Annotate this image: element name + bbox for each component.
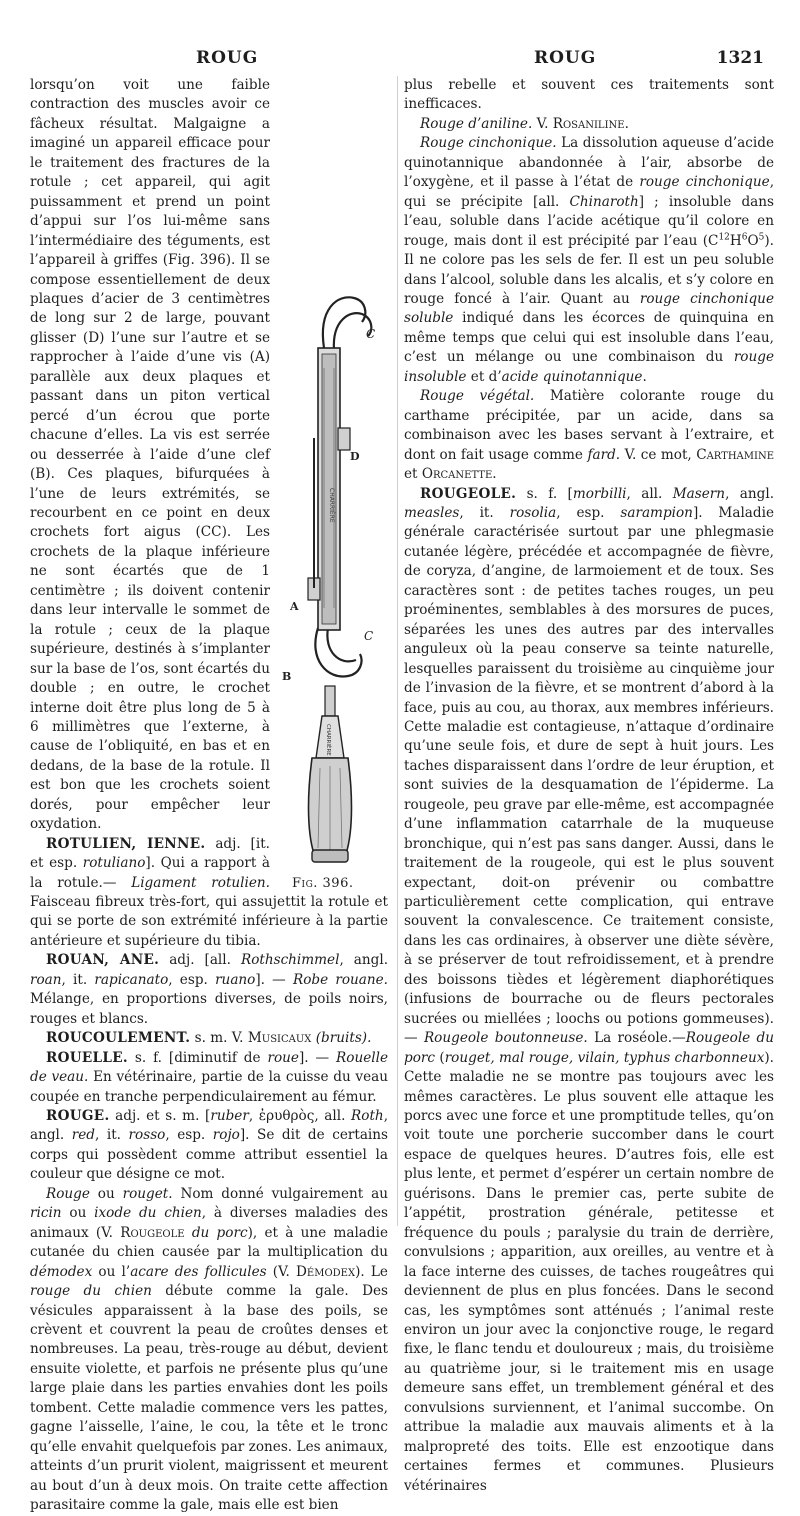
engraved-maker-mark-upper: CHARRIÈRE xyxy=(328,488,335,523)
headword-roucoulement: ROUCOULEMENT. xyxy=(46,1030,191,1047)
entry-rougeole: ROUGEOLE. s. f. [morbilli, all. Masern, angl. measles, it. rosolia, esp. sarampion]. Maladie générale caractérisée surtout par une phlegmasie cutanée légère, précédée et accompagnée de fièvre, de coryza, d’angine, de larmoiement et de toux. Ses caractères sont : de petites taches rouges, un peu proéminentes, semblables à des morsures de puces, séparées les unes des autres par des intervalles anguleux où la peau conserve sa teinte naturelle, lesquelles paraissent du troisième au cinquième jour de l’invasion de la fièvre, et se montrent d’abord à la face, puis au cou, au thorax, aux membres inférieurs. Cette maladie est contagieuse, n’attaque d’ordinaire qu’une seule fois, et dure de sept à huit jours. Les taches disparaissent dans l’ordre de leur éruption, et sont suivies de la desquamation de l’épiderme. La rougeole, peu grave par elle-même, est accompagnée d’une inflammation catarrhale de la muqueuse bronchique, qui n’est pas sans danger. Aussi, dans le traitement de la rougeole, qui est le plus souvent expectant, doit-on prévenir ou combattre particulièrement cette complication, qui entrave souvent la convalescence. Ce traitement consiste, dans les cas ordinaires, à observer une diète sévère, à se préserver de tout refroidissement, et à prendre des boissons tièdes et légèrement diaphorétiques (infusions de bourrache ou de fleurs pectorales sucrées ou miellées ; loochs ou potions gommeuses). — Rougeole boutonneuse. La roséole.—Rougeole du porc (rouget, mal rouge, vilain, typhus charbonneux). Cette maladie ne se montre pas toujours avec les mêmes caractères. Le plus souvent elle attaque les porcs avec une force et une promptitude telles, qu’on voit toute une porcherie succomber dans le court espace de quelques heures. D’autres fois, elle est plus lente, et permet d’espérer un certain nombre de guérisons. Dans le premier cas, perte subite de l’appétit, prostration générale, petitesse et fréquence du pouls ; paralysie du train de derrière, convulsions ; apparition, aux oreilles, au ventre et à la face interne des cuisses, de taches rougeâtres qui deviennent de plus en plus foncées. Dans le second cas, les symptômes sont atténués ; l’animal reste environ un jour avec la conjonctive rouge, le regard fixe, le flanc tendu et douloureux ; mais, du troisième au quatrième jour, si le traitement mis en usage demeure sans effet, un tremblement général et des convulsions surviennent, et l’animal succombe. On attribue la maladie aux mauvais aliments et à la malpropreté des toits. Elle est enzootique dans certaines fermes et communes. Plusieurs vétérinaires xyxy=(404,485,775,1494)
entry-rouge-aniline: Rouge d’aniline. V. Rosaniline. xyxy=(420,115,629,132)
column-divider xyxy=(397,76,398,1226)
headword-rouge: ROUGE. xyxy=(46,1108,110,1125)
running-head-right: ROUG xyxy=(534,48,597,68)
entry-rouge: ROUGE. adj. et s. m. [ruber, ἐρυθρὸς, all. Roth, angl. red, it. rosso, esp. rojo]. Se dit de certains corps qui possèdent comme attribut essentiel la couleur que désigne ce mot. xyxy=(30,1108,389,1183)
entry-rotulien: ROTULIEN, IENNE. adj. [it. et esp. rotuliano]. Qui a rapport à la rotule.— Ligament rotulien. Faisceau fibreux très-fort, qui assujettit la rotule et qui se porte de son extrémité inférieure à la partie antérieure et supérieure du tibia. xyxy=(30,835,388,949)
headword-rotulien: ROTULIEN, IENNE. xyxy=(46,835,206,852)
entry-rouge-cinchonique: Rouge cinchonique. La dissolution aqueuse d’acide quinotannique abandonnée à l’air, absorbe de l’oxygène, et il passe à l’état de rouge cinchonique, qui se précipite [all. Chinaroth] ; insoluble dans l’eau, soluble dans l’acide acétique qu’il colore en rouge, mais dont il est précipité par l’eau $(C^{12}H^6O^5)$. Il ne colore pas les sels de fer. Il est un peu soluble dans l’alcool, soluble dans les alcalis, et s’y colore en rouge foncé à l’air. Quant au rouge cinchonique soluble indiqué dans les écorces de quinquina en même temps que celui qui est insoluble dans l’eau, c’est un mélange ou une combinaison du rouge insoluble et d’acide quinotannique. xyxy=(404,135,775,385)
entry-rouan: ROUAN, ANE. adj. [all. Rothschimmel, angl. roan, it. rapicanato, esp. ruano]. — Robe rouane. Mélange, en proportions diverses, de poils noirs, rouges et blancs. xyxy=(30,952,389,1027)
headword-rouelle: ROUELLE. xyxy=(46,1049,128,1066)
label-c-lower: C xyxy=(364,629,374,643)
entry-rouge-maladie-continued: plus rebelle et souvent ces traitements sont inefficaces. xyxy=(404,77,774,113)
label-b: B xyxy=(282,670,292,683)
figure-caption: Fig. 396. xyxy=(292,876,354,891)
entry-roucoulement: ROUCOULEMENT. s. m. V. Musicaux (bruits). xyxy=(46,1030,372,1047)
figure-396 xyxy=(278,288,388,891)
entry-rotule-appareil-continued: lorsqu’on voit une faible contraction des muscles avoir ce fâcheux résultat. Malgaigne a imaginé un appareil efficace pour le traitement des fractures de la rotule ; cet appareil, qui agit puissamment et prend un point d’appui sur l’os lui-même sans l’intermédiaire des téguments, est l’appareil à griffes (Fig. 396). Il se compose essentiellement de deux plaques d’acier de 3 centimètres de long sur 2 de large, pouvant glisser (D) l’une sur l’autre et se rapprocher à l’aide d’une vis (A) parallèle aux deux plaques et passant dans un piton vertical percé d’un écrou que porte chacune d’elles. La vis est serrée ou desserrée à l’aide d’une clef (B). Ces plaques, bifurquées à l’une de leurs extrémités, se recourbent en ce point en deux crochets fort aigus (CC). Les crochets de la plaque inférieure ne sont écartés que de 1 centimètre ; ils doivent contenir dans leur intervalle le sommet de la rotule ; ceux de la plaque supérieure, destinés à s’implanter sur la base de l’os, sont écartés du double ; en outre, le crochet interne doit être plus long de 5 à 6 millimètres que l’externe, à cause de l’obliquité, en bas et en dedans, de la base de la rotule. Il est bon que les crochets soient dorés, pour empêcher leur oxydation. xyxy=(30,77,270,833)
label-a: A xyxy=(290,600,299,613)
label-d: D xyxy=(350,450,360,463)
headword-rouan: ROUAN, ANE. xyxy=(46,952,160,969)
label-c-upper: C xyxy=(366,327,376,341)
running-head-left: ROUG xyxy=(196,48,259,68)
entry-rouge-vegetal: Rouge végétal. Matière colorante rouge du carthame précipitée, par un acide, dans sa combinaison avec les bases servant à l’extraire, et dont on fait usage comme fard. V. ce mot, Carthamine et Orcanette. xyxy=(404,388,775,483)
right-column xyxy=(404,76,774,1496)
entry-rouelle: ROUELLE. s. f. [diminutif de roue]. — Rouelle de veau. En vétérinaire, partie de la cuisse du veau coupée en tranche perpendiculairement au fémur. xyxy=(30,1049,389,1105)
entry-rouge-maladie: Rouge ou rouget. Nom donné vulgairement au ricin ou ixode du chien, à diverses maladies des animaux (V. Rougeole du porc), et à une maladie cutanée du chien causée par la multiplication du démodex ou l’acare des follicules (V. Démodex). Le rouge du chien débute comme la gale. Des vésicules apparaissent à la base des poils, se crèvent et couvrent la peau de croûtes denses et nombreuses. La peau, très-rouge au début, devient ensuite violette, et parfois ne présente plus qu’une large plaie dans les parties envahies dont les poils tombent. Cette maladie commence vers les pattes, gagne l’aisselle, l’aine, le cou, la tête et le tronc qu’elle envahit quelquefois par zones. Les animaux, atteints d’un prurit violent, maigrissent et meurent au bout d’un à deux mois. On traite cette affection parasitaire comme la gale, mais elle est bien xyxy=(30,1185,388,1514)
engraved-maker-mark-lower: CHARRIÈRE xyxy=(325,724,331,756)
griffes-apparatus-illustration xyxy=(278,288,388,868)
left-column xyxy=(30,76,388,1516)
headword-rougeole: ROUGEOLE. xyxy=(420,485,517,502)
page-number: 1321 xyxy=(716,48,764,68)
